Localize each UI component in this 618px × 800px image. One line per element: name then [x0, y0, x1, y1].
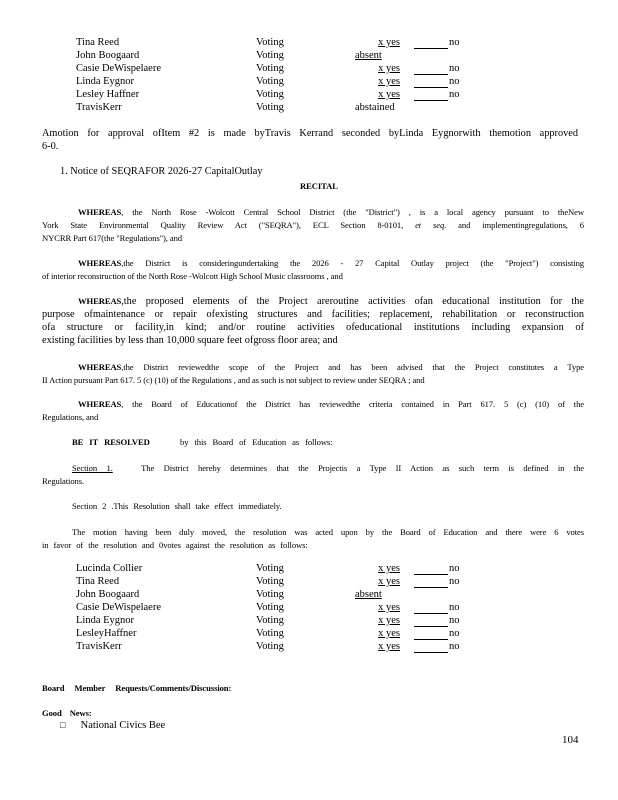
voter-name: Lesley Haffner	[76, 89, 140, 100]
whereas-4-line-2: II Action pursuant Part 617. 5 (c) (10) of the Regulations , and as such is not subject to review under SEQRA ; and	[42, 375, 425, 385]
no-blank-line	[414, 574, 448, 575]
item-heading: 1. Notice of SEQRAFOR 2026-27 CapitalOutlay	[60, 166, 263, 177]
vote-value: x yes	[378, 37, 400, 48]
no-blank-line	[414, 639, 448, 640]
good-news-heading: Good News:	[42, 708, 92, 718]
motion-text-line-1: Amotion for approval ofItem #2 is made byTravis Kerrand seconded byLinda Eygnorwith themotion approved	[42, 128, 578, 139]
vote-value: absent	[355, 50, 382, 61]
vote-value: x yes	[378, 576, 400, 587]
vote-value: abstained	[355, 102, 395, 113]
vote-value: x yes	[378, 602, 400, 613]
vote-value: absent	[355, 589, 382, 600]
vote-value: x yes	[378, 89, 400, 100]
board-heading: Board Member Requests/Comments/Discussion:	[42, 683, 232, 693]
voter-name: Tina Reed	[76, 576, 120, 587]
voter-name: Linda Eygnor	[76, 615, 135, 626]
voter-name: LesleyHaffner	[76, 628, 137, 639]
vote-value: x yes	[378, 563, 400, 574]
vote-value: x yes	[378, 641, 400, 652]
voter-name: TravisKerr	[76, 102, 122, 113]
whereas-5-line-2: Regulations, and	[42, 412, 99, 422]
whereas-5-line-1: WHEREAS, the Board of Educationof the District has reviewedthe criteria contained in Part 617. 5 (c) (10) of the	[78, 399, 584, 409]
motion-text-line-2: 6-0.	[42, 141, 59, 152]
voter-status: Voting	[256, 628, 284, 639]
voter-name: John Boogaard	[76, 589, 140, 600]
motion-moved-line-2: in favor of the resolution and 0votes against the resolution as follows:	[42, 540, 308, 550]
voter-status: Voting	[256, 589, 284, 600]
no-label: no	[449, 76, 460, 87]
voter-status: Voting	[256, 76, 284, 87]
vote-value: x yes	[378, 615, 400, 626]
no-blank-line	[414, 613, 448, 614]
no-blank-line	[414, 87, 448, 88]
checkbox-bullet-icon: □	[60, 720, 66, 730]
whereas-3-line-3: ofa structure or facility,in kind; and/or routine activities ofeducational institutions including expansion of	[42, 322, 584, 333]
no-label: no	[449, 63, 460, 74]
no-label: no	[449, 641, 460, 652]
voter-status: Voting	[256, 50, 284, 61]
whereas-2-line-1: WHEREAS,the District is consideringundertaking the 2026 - 27 Capital Outlay project (the "Project") consisting	[78, 258, 584, 268]
voter-name: John Boogaard	[76, 50, 140, 61]
whereas-3-line-1: WHEREAS,the proposed elements of the Project areroutine activities ofan educational institution for the	[78, 296, 584, 307]
no-label: no	[449, 37, 460, 48]
no-label: no	[449, 615, 460, 626]
good-news-item	[60, 720, 165, 731]
voter-status: Voting	[256, 63, 284, 74]
vote-value: x yes	[378, 628, 400, 639]
whereas-2-line-2: of interior reconstruction of the North Rose -Wolcott High School Music classrooms , and	[42, 271, 343, 281]
section-1-line-2: Regulations.	[42, 476, 85, 486]
no-blank-line	[414, 48, 448, 49]
voter-status: Voting	[256, 641, 284, 652]
voter-status: Voting	[256, 615, 284, 626]
voter-status: Voting	[256, 89, 284, 100]
vote-value: x yes	[378, 63, 400, 74]
voter-status: Voting	[256, 102, 284, 113]
section-2: Section 2 .This Resolution shall take effect immediately.	[72, 501, 282, 511]
whereas-1-line-1: WHEREAS, the North Rose -Wolcott Central School District (the "District") , is a local agency pursuant to theNew	[78, 207, 584, 217]
recital-title: RECITAL	[300, 181, 338, 191]
voter-name: Casie DeWispelaere	[76, 602, 161, 613]
voter-status: Voting	[256, 563, 284, 574]
no-label: no	[449, 602, 460, 613]
whereas-3-line-4: existing facilities by less than 10,000 square feet ofgross floor area; and	[42, 335, 338, 346]
good-news-item-text: National Civics Bee	[80, 720, 166, 731]
no-label: no	[449, 563, 460, 574]
voter-status: Voting	[256, 37, 284, 48]
no-blank-line	[414, 626, 448, 627]
motion-moved-line-1: The motion having been duly moved, the resolution was acted upon by the Board of Education and there were 6 votes	[72, 527, 584, 537]
whereas-1-line-2: York State Environmental Quality Review Act ("SEQRA"), ECL Section 8-0101, et seq. and implementingregulations, 6	[42, 220, 584, 230]
no-label: no	[449, 628, 460, 639]
no-blank-line	[414, 652, 448, 653]
no-blank-line	[414, 100, 448, 101]
whereas-1-line-3: NYCRR Part 617(the "Regulations"), and	[42, 233, 182, 243]
voter-name: Casie DeWispelaere	[76, 63, 161, 74]
voter-name: Lucinda Collier	[76, 563, 143, 574]
voter-name: Linda Eygnor	[76, 76, 135, 87]
vote-value: x yes	[378, 76, 400, 87]
no-blank-line	[414, 74, 448, 75]
no-label: no	[449, 576, 460, 587]
no-label: no	[449, 89, 460, 100]
no-blank-line	[414, 587, 448, 588]
voter-status: Voting	[256, 602, 284, 613]
whereas-4-line-1: WHEREAS,the District reviewedthe scope of the Project and has been advised that the Project constitutes a Type	[78, 362, 584, 372]
whereas-lead: WHEREAS	[78, 207, 122, 217]
voter-name: TravisKerr	[76, 641, 122, 652]
whereas-3-line-2: purpose ofmaintenance or repair ofexisting structures and facilities; replacement, rehabilitation or reconstruction	[42, 309, 584, 320]
voter-name: Tina Reed	[76, 37, 120, 48]
section-1-line-1: Section 1. The District hereby determines that the Projectis a Type II Action as such term is defined in the	[72, 463, 584, 473]
voter-status: Voting	[256, 576, 284, 587]
resolved-line: BE IT RESOLVED by this Board of Education as follows:	[72, 437, 333, 447]
page-number: 104	[562, 734, 579, 746]
